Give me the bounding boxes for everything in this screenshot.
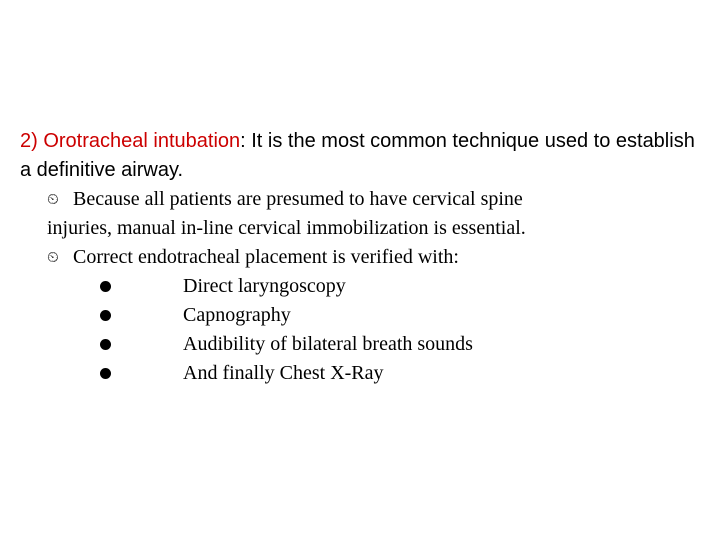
list-item [100,301,700,330]
list-item-text: Audibility of bilateral breath sounds [183,333,473,355]
sub-item-line1: Because all patients are presumed to have cervical spine [73,188,523,210]
bullet-dot-icon [100,281,111,292]
clock-icon: ⏲ [47,190,59,208]
list-item-text: And finally Chest X-Ray [183,362,384,384]
bullet-dot-icon [100,339,111,350]
list-item-text: Direct laryngoscopy [183,275,346,297]
clock-icon: ⏲ [47,248,59,266]
list-item [100,330,700,359]
sub-item-line1: Correct endotracheal placement is verified with: [73,246,459,268]
list-item [100,272,700,301]
sub-item-immobilization [47,185,707,243]
bullet-dot-icon [100,368,111,379]
sub-item-verification [47,243,707,272]
bullet-dot-icon [100,310,111,321]
heading-lead: 2) Orotracheal intubation [20,130,241,152]
heading-rest: : It is the most common technique used to establish a definitive airway. [20,130,695,181]
heading [20,127,710,185]
list-item-text: Capnography [183,304,291,326]
list-item [100,359,700,388]
sub-item-line2: injuries, manual in-line cervical immobilization is essential. [47,217,526,239]
